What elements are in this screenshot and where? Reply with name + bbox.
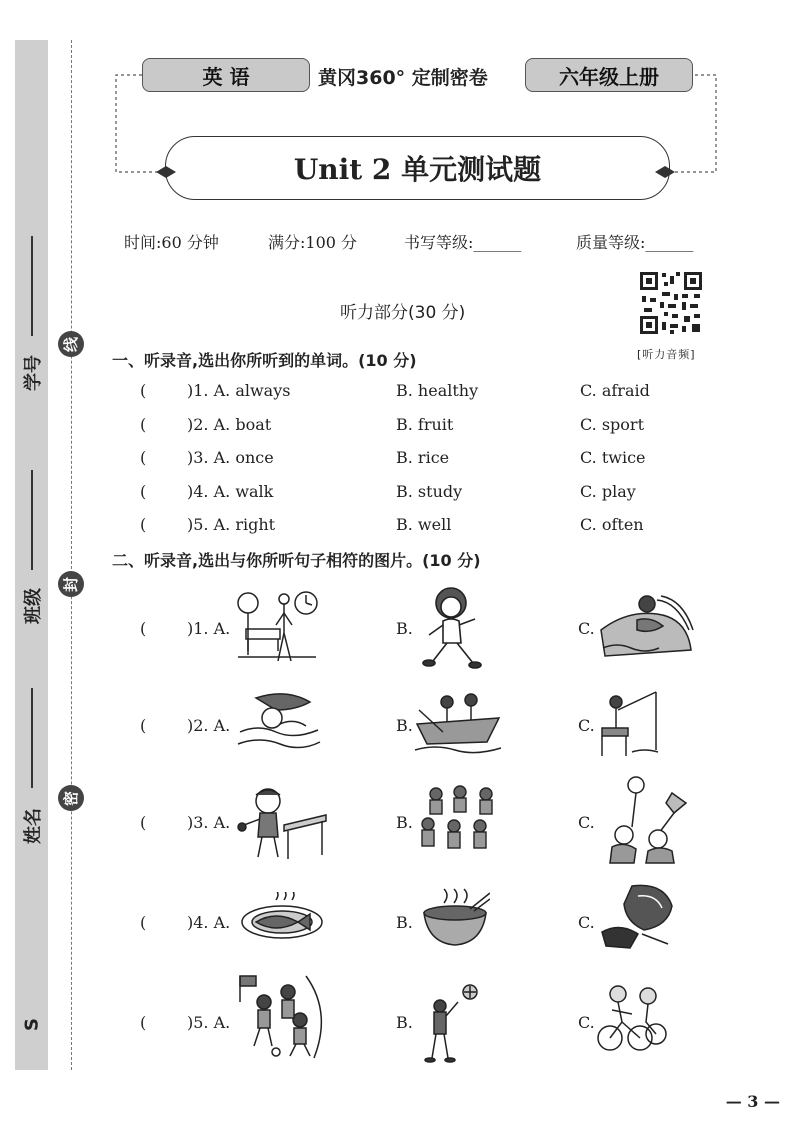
answer-paren[interactable]: (	[140, 381, 147, 400]
park-walk-clock-image[interactable]	[236, 585, 320, 667]
option-b: B.	[396, 619, 413, 638]
answer-paren[interactable]: (	[140, 913, 147, 932]
group-children-image[interactable]	[414, 780, 500, 862]
soccer-players-image[interactable]	[236, 972, 328, 1060]
cycling-image[interactable]	[596, 982, 670, 1054]
time-info: 时间:60 分钟	[124, 233, 219, 252]
page-number: — 3 —	[725, 1092, 780, 1111]
option-a: )1. A. always	[187, 381, 291, 400]
option-c: C. twice	[580, 448, 646, 467]
option-b: B. fruit	[396, 415, 454, 434]
seal-seal-mark: 封	[58, 571, 84, 597]
noodle-bowl-image[interactable]	[420, 887, 490, 949]
option-b: B. rice	[396, 448, 450, 467]
grade-tab: 六年级上册	[525, 58, 693, 92]
option-c: C. afraid	[580, 381, 650, 400]
answer-paren[interactable]: (	[140, 448, 147, 467]
option-a: )2. A.	[187, 716, 231, 735]
option-a: )3. A.	[187, 813, 231, 832]
option-a: )4. A.	[187, 913, 231, 932]
qr-caption: [听力音频]	[637, 348, 696, 361]
option-a: )1. A.	[187, 619, 231, 638]
score-info: 满分:100 分	[268, 233, 358, 252]
quality-grade: 质量等级:______	[576, 233, 694, 252]
option-c: C.	[578, 619, 595, 638]
vegetables-image[interactable]	[598, 882, 678, 954]
option-a: )2. A. boat	[187, 415, 272, 434]
option-c: C.	[578, 1013, 595, 1032]
fishing-image[interactable]	[598, 690, 662, 760]
running-boy-image[interactable]	[415, 583, 485, 671]
writing-grade: 书写等级:______	[404, 233, 522, 252]
answer-paren[interactable]: (	[140, 813, 147, 832]
option-a: )5. A. right	[187, 515, 276, 534]
seal-line-mark: 线	[58, 331, 84, 357]
seal-dense-mark: 密	[58, 785, 84, 811]
option-a: )5. A.	[187, 1013, 231, 1032]
answer-paren[interactable]: (	[140, 415, 147, 434]
qr-code-icon[interactable]	[638, 270, 704, 336]
option-c: C.	[578, 716, 595, 735]
name-line	[31, 688, 33, 788]
fish-dish-image[interactable]	[240, 892, 324, 942]
option-b: B. study	[396, 482, 463, 501]
answer-paren[interactable]: (	[140, 716, 147, 735]
option-c: C.	[578, 813, 595, 832]
subject-tab: 英 语	[142, 58, 310, 92]
part1-heading: 一、听录音,选出你所听到的单词。(10 分)	[112, 351, 417, 370]
answer-paren[interactable]: (	[140, 515, 147, 534]
option-b: B.	[396, 913, 413, 932]
option-c: C. sport	[580, 415, 645, 434]
class-line	[31, 470, 33, 570]
boy-basketball-image[interactable]	[418, 982, 482, 1068]
name-label: 姓名	[23, 808, 44, 844]
listening-heading: 听力部分(30 分)	[340, 303, 466, 323]
cut-line	[71, 40, 72, 1070]
option-a: )4. A. walk	[187, 482, 274, 501]
answer-paren[interactable]: (	[140, 482, 147, 501]
option-b: B. well	[396, 515, 452, 534]
swimming-image[interactable]	[597, 590, 695, 664]
class-label: 班级	[23, 588, 44, 624]
answer-paren[interactable]: (	[140, 1013, 147, 1032]
table-tennis-image[interactable]	[236, 785, 328, 863]
option-b: B.	[396, 716, 413, 735]
side-letter: S	[21, 1018, 43, 1031]
option-c: C. play	[580, 482, 636, 501]
student-number-label: 学号	[23, 355, 44, 391]
student-number-line	[31, 236, 33, 336]
option-c: C.	[578, 913, 595, 932]
option-b: B.	[396, 1013, 413, 1032]
part2-heading: 二、听录音,选出与你所听句子相符的图片。(10 分)	[112, 551, 481, 570]
option-b: B.	[396, 813, 413, 832]
series-title: 黄冈360° 定制密卷	[318, 67, 488, 89]
option-a: )3. A. once	[187, 448, 274, 467]
page-title: Unit 2 单元测试题	[165, 136, 670, 200]
answer-paren[interactable]: (	[140, 619, 147, 638]
option-b: B. healthy	[396, 381, 479, 400]
boating-image[interactable]	[413, 688, 503, 758]
swimming-cap-image[interactable]	[236, 688, 322, 756]
kite-flying-image[interactable]	[596, 775, 692, 867]
option-c: C. often	[580, 515, 644, 534]
